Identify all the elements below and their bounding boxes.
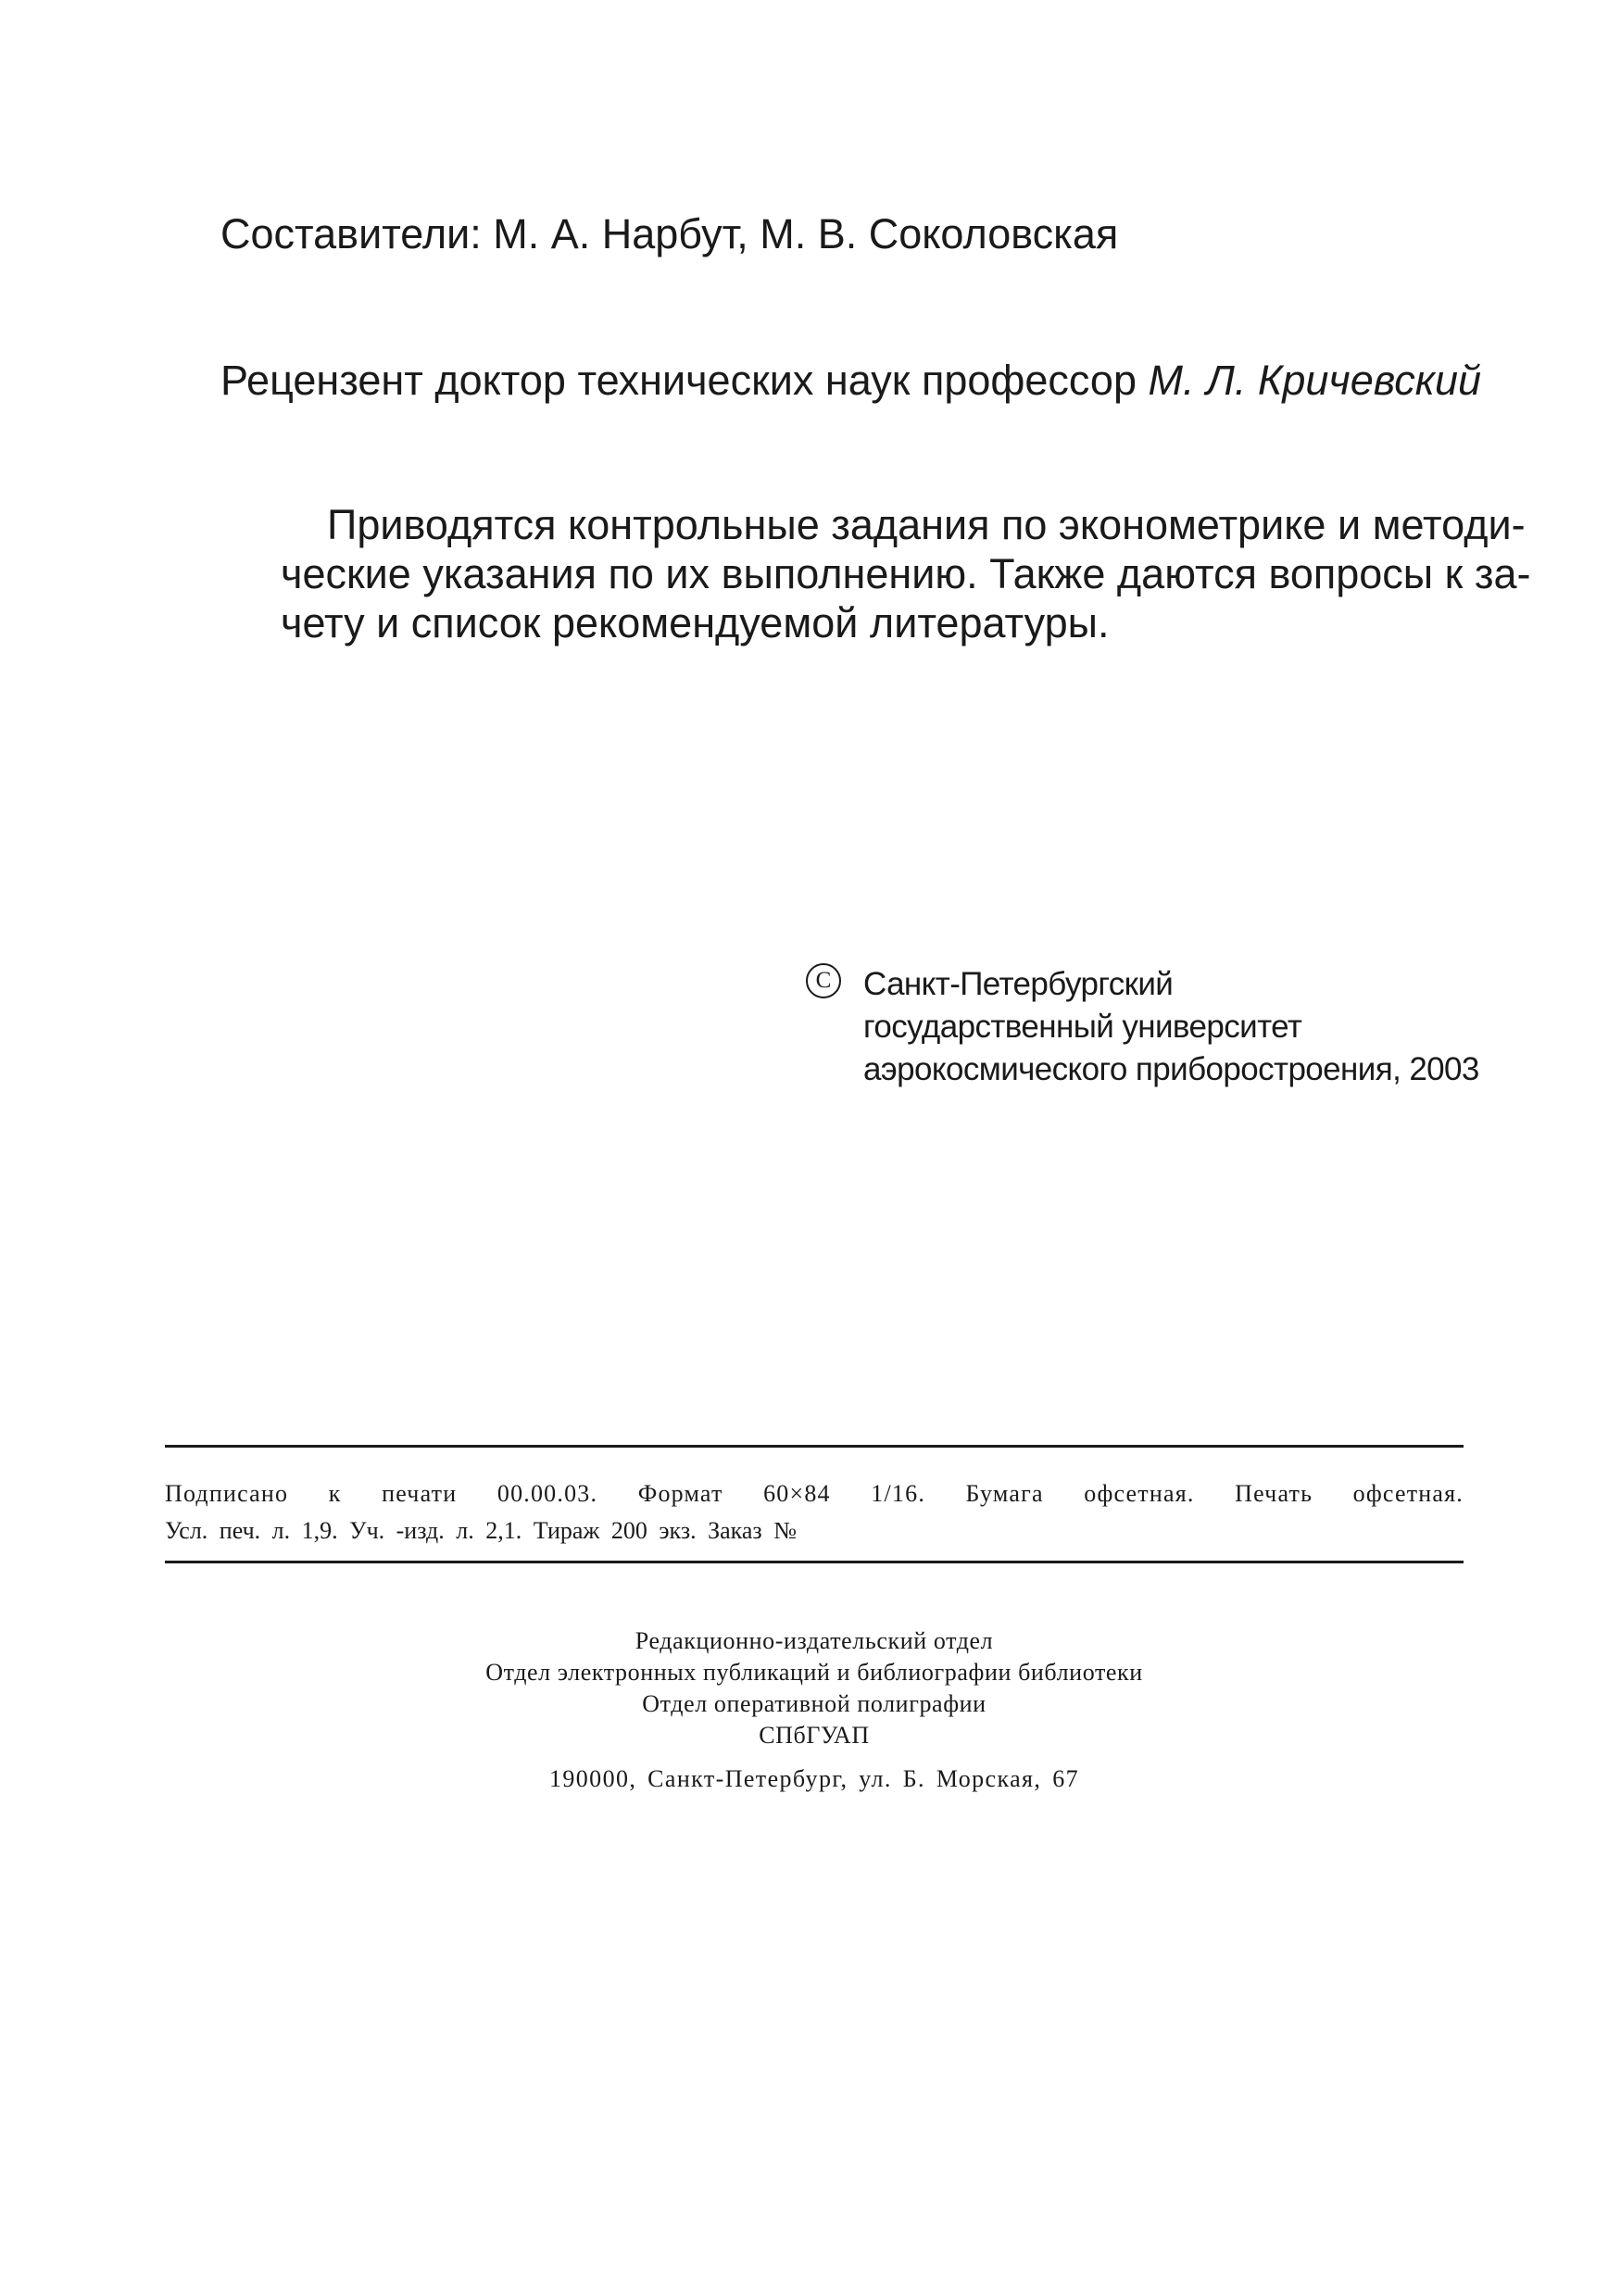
copyright-holder bbox=[863, 963, 1479, 1091]
copyright-line: государственный университет bbox=[863, 1009, 1302, 1045]
abstract-line: чету и список рекомендуемой литературы. bbox=[281, 599, 1110, 646]
publisher-line: Редакционно-издательский отдел bbox=[635, 1627, 994, 1654]
publisher-address: 190000, Санкт-Петербург, ул. Б. Морская, 67 bbox=[548, 1765, 1079, 1792]
reviewer-line bbox=[220, 356, 1481, 406]
reviewer-prefix: Рецензент доктор технических наук профессор bbox=[220, 357, 1149, 404]
copyright-line: аэрокосмического приборостроения, 2003 bbox=[863, 1051, 1479, 1087]
copyright-line: Санкт-Петербургский bbox=[863, 966, 1174, 1002]
imprint-top-rule bbox=[165, 1445, 1464, 1448]
imprint-line-2: Усл. печ. л. 1,9. Уч. -изд. л. 2,1. Тираж 200 экз. Заказ № bbox=[165, 1517, 798, 1544]
abstract-line: ческие указания по их выполнению. Также даются вопросы к за- bbox=[281, 550, 1531, 597]
publisher-line: Отдел электронных публикаций и библиографии библиотеки bbox=[485, 1659, 1143, 1686]
copyright-block bbox=[806, 963, 1479, 1091]
imprint-block bbox=[165, 1475, 1464, 1549]
publisher-line: Отдел оперативной полиграфии bbox=[642, 1690, 986, 1717]
reviewer-name: М. Л. Кричевский bbox=[1148, 357, 1482, 404]
publisher-line: СПбГУАП bbox=[759, 1722, 870, 1749]
abstract-line: Приводятся контрольные задания по эконометрике и методи- bbox=[327, 501, 1526, 548]
imprint-bottom-rule bbox=[165, 1561, 1464, 1563]
copyright-icon: C bbox=[806, 963, 841, 998]
publisher-block bbox=[165, 1625, 1464, 1795]
imprint-line-1: Подписано к печати 00.00.03. Формат 60×84 1/16. Бумага офсетная. Печать офсетная. bbox=[165, 1480, 1464, 1507]
authors-line: Составители: М. А. Нарбут, М. В. Соколовская bbox=[220, 210, 1119, 257]
abstract-paragraph bbox=[281, 500, 1531, 647]
